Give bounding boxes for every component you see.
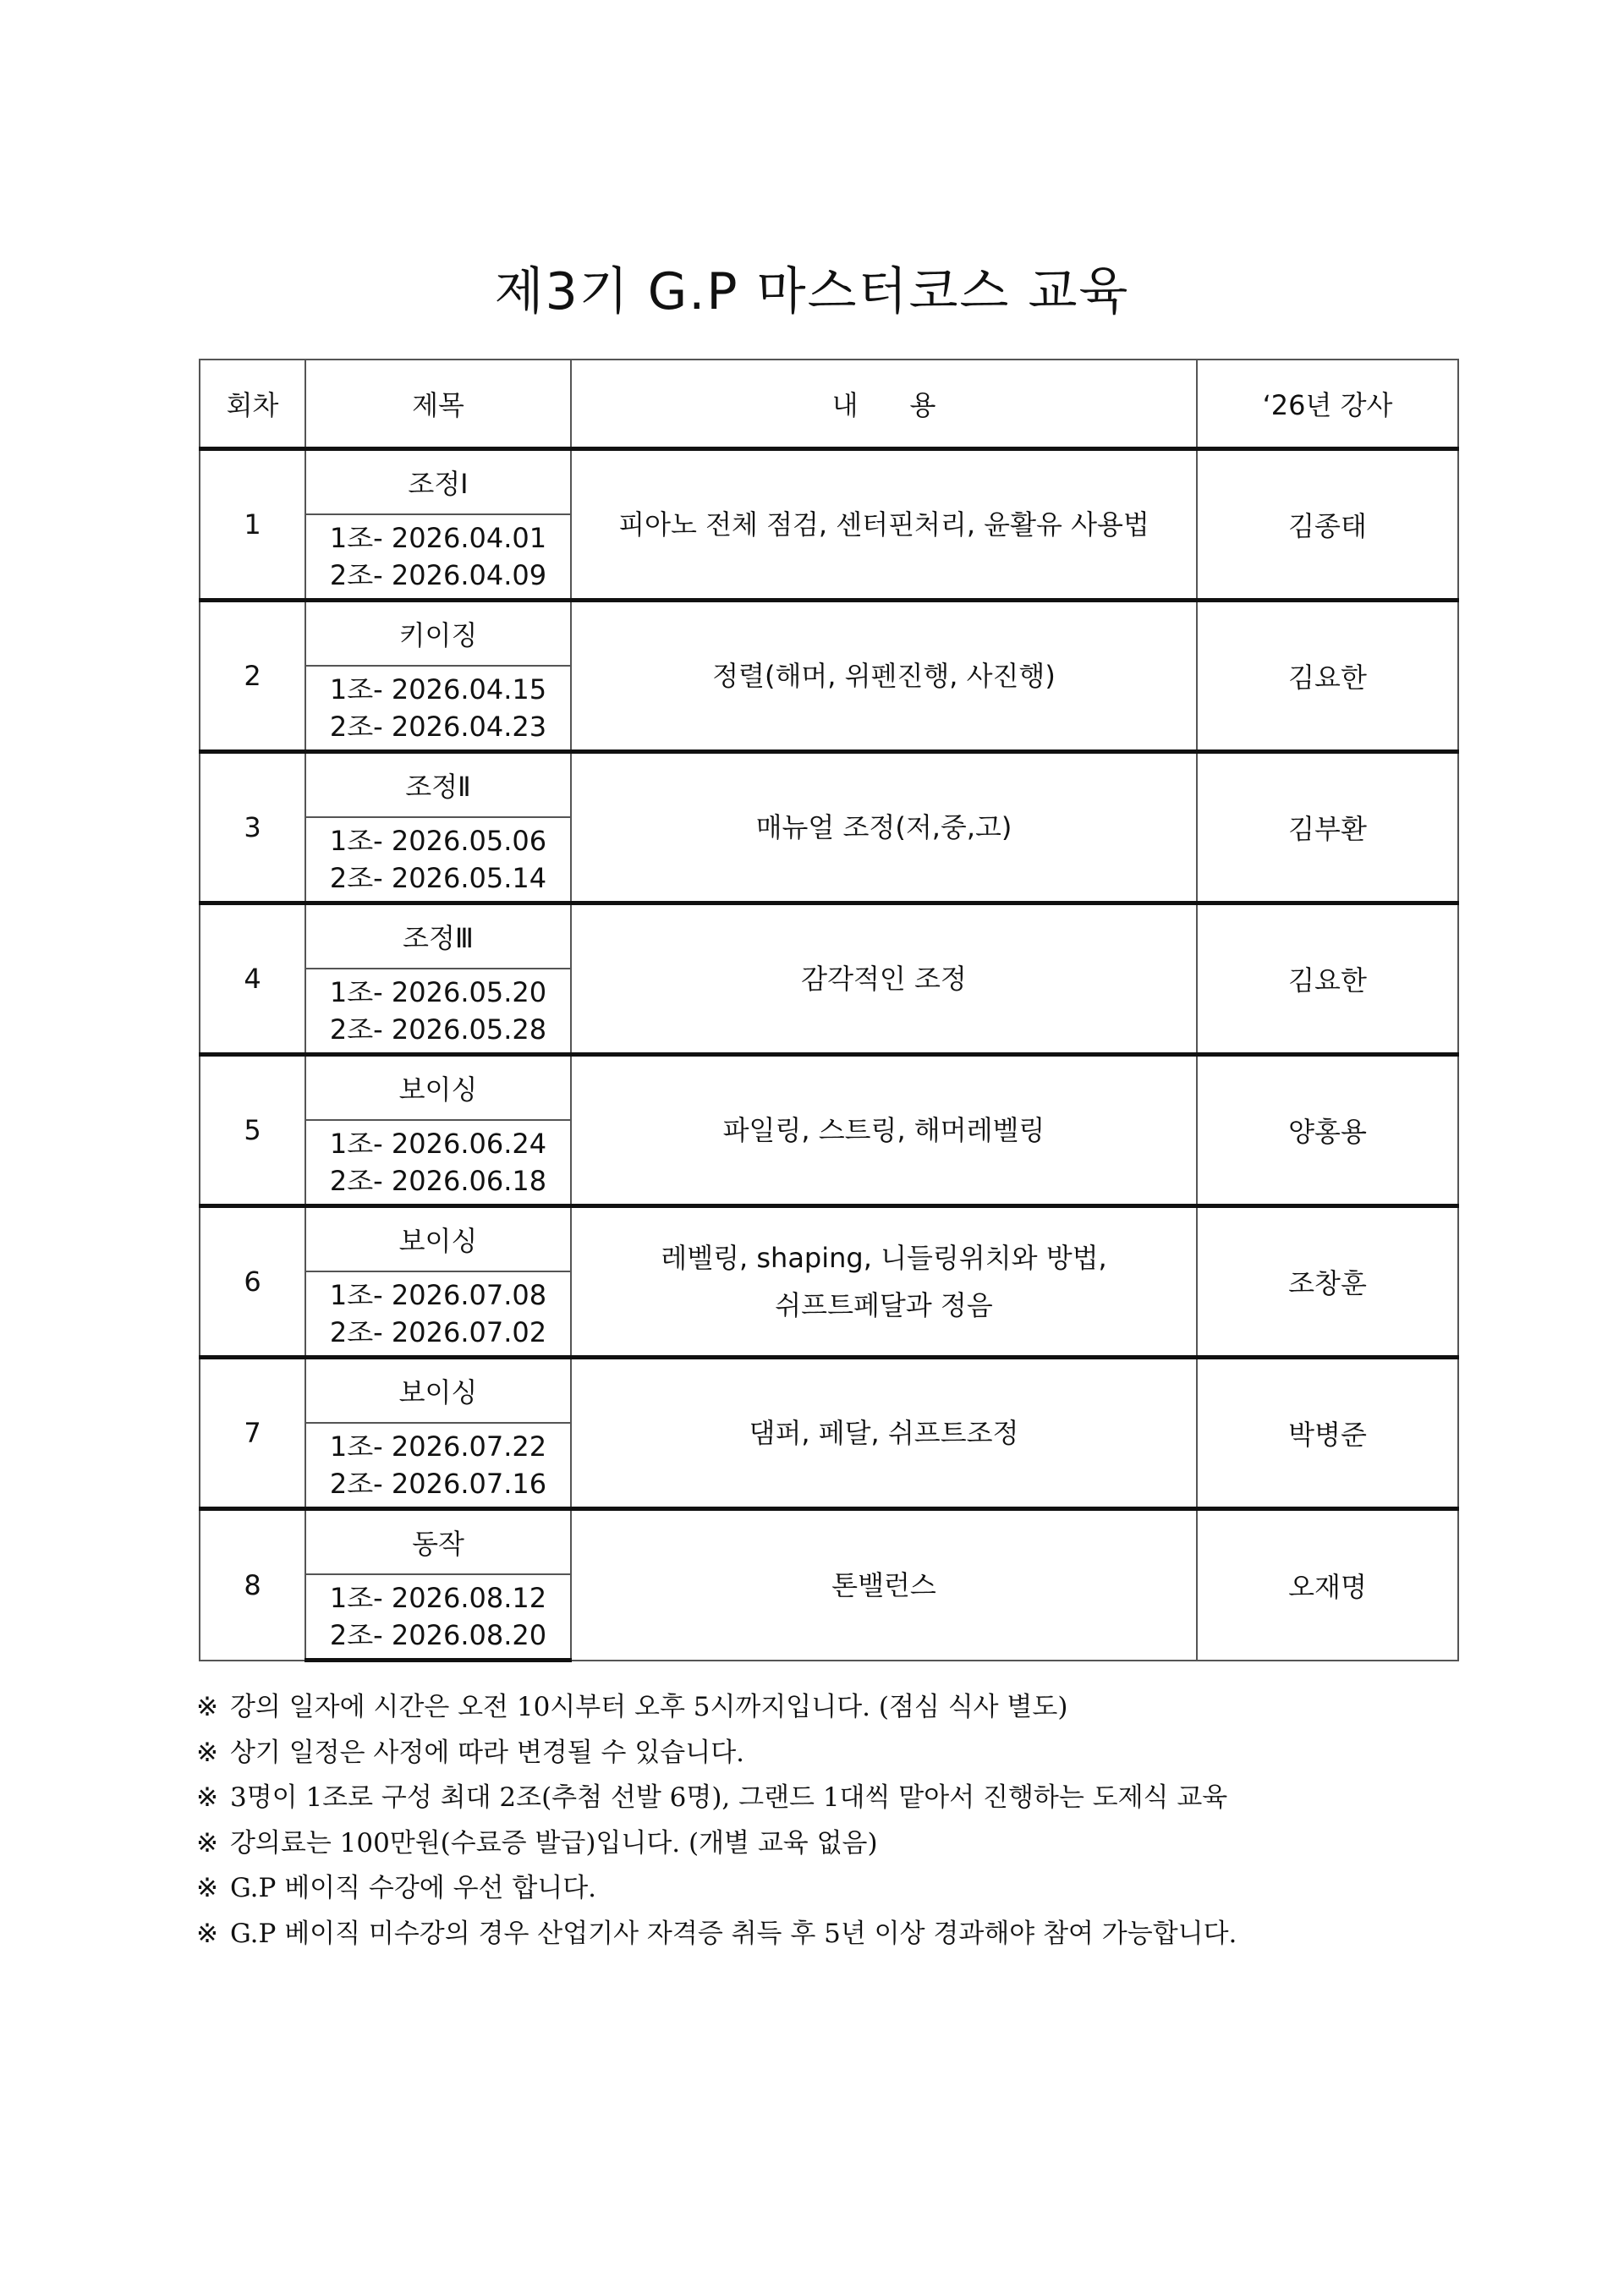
table-body	[200, 449, 1458, 1661]
note-text: G.P 베이직 미수강의 경우 산업기사 자격증 취득 후 5년 이상 경과해야 참여 가능합니다.	[229, 1918, 1237, 1949]
table-row	[200, 1055, 1458, 1121]
session-dates	[305, 666, 571, 752]
session-title: 키이징	[305, 601, 571, 667]
content-line: 정렬(해머, 위펜진행, 사진행)	[712, 660, 1056, 692]
session-title: 조정Ⅲ	[305, 903, 571, 969]
group-date: 1조- 2026.04.15	[329, 673, 547, 706]
instructor-name: 양홍용	[1197, 1055, 1458, 1206]
session-dates	[305, 1574, 571, 1661]
header-subject: 제목	[305, 360, 571, 449]
note-item	[196, 1821, 1465, 1867]
group-date: 1조- 2026.08.12	[329, 1582, 547, 1614]
content-line: 감각적인 조정	[801, 963, 967, 995]
session-content	[571, 752, 1197, 903]
note-item	[196, 1731, 1465, 1776]
header-instructor: ‘26년 강사	[1197, 360, 1458, 449]
instructor-name: 김요한	[1197, 903, 1458, 1055]
group-date: 1조- 2026.06.24	[329, 1128, 547, 1160]
note-item	[196, 1912, 1465, 1957]
course-schedule-table	[199, 359, 1459, 1662]
instructor-name: 김요한	[1197, 601, 1458, 752]
header-row	[200, 360, 1458, 449]
table-row	[200, 601, 1458, 667]
round-number: 2	[200, 601, 305, 752]
note-text: G.P 베이직 수강에 우선 합니다.	[229, 1873, 597, 1903]
session-dates	[305, 1271, 571, 1358]
note-text: 상기 일정은 사정에 따라 변경될 수 있습니다.	[229, 1737, 744, 1768]
session-title: 조정Ⅱ	[305, 752, 571, 818]
table-row	[200, 752, 1458, 818]
content-line: 레벨링, shaping, 니들링위치와 방법,	[661, 1242, 1107, 1274]
reference-mark-icon: ※	[196, 1873, 218, 1903]
content-line: 댐퍼, 페달, 쉬프트조정	[749, 1417, 1019, 1449]
round-number: 4	[200, 903, 305, 1055]
group-date: 2조- 2026.07.16	[329, 1468, 547, 1500]
content-line: 파일링, 스트링, 해머레벨링	[722, 1114, 1045, 1146]
instructor-name: 박병준	[1197, 1358, 1458, 1509]
note-text: 3명이 1조로 구성 최대 2조(추첨 선발 6명), 그랜드 1대씩 맡아서 진행하는 도제식 교육	[229, 1782, 1228, 1813]
session-content	[571, 1206, 1197, 1358]
content-line: 매뉴얼 조정(저,중,고)	[755, 811, 1012, 843]
session-content	[571, 1055, 1197, 1206]
note-item	[196, 1776, 1465, 1821]
round-number: 7	[200, 1358, 305, 1509]
session-content	[571, 601, 1197, 752]
group-date: 2조- 2026.04.09	[329, 559, 547, 591]
note-item	[196, 1866, 1465, 1912]
round-number: 8	[200, 1509, 305, 1661]
instructor-name: 오재명	[1197, 1509, 1458, 1661]
group-date: 1조- 2026.07.22	[329, 1430, 547, 1463]
table-row	[200, 1358, 1458, 1424]
group-date: 2조- 2026.07.02	[329, 1316, 547, 1348]
table-row	[200, 449, 1458, 515]
group-date: 2조- 2026.06.18	[329, 1165, 547, 1197]
round-number: 5	[200, 1055, 305, 1206]
round-number: 1	[200, 449, 305, 601]
table-row	[200, 1206, 1458, 1272]
group-date: 1조- 2026.05.06	[329, 825, 547, 857]
group-date: 2조- 2026.08.20	[329, 1619, 547, 1651]
page-title: 제3기 G.P 마스터코스 교육	[494, 262, 1130, 321]
group-date: 2조- 2026.04.23	[329, 711, 547, 743]
session-content	[571, 1509, 1197, 1661]
session-title: 보이싱	[305, 1055, 571, 1121]
table-row	[200, 903, 1458, 969]
note-text: 강의료는 100만원(수료증 발급)입니다. (개별 교육 없음)	[229, 1827, 878, 1859]
session-dates	[305, 817, 571, 903]
session-title: 보이싱	[305, 1358, 571, 1424]
content-line: 피아노 전체 점검, 센터핀처리, 윤활유 사용법	[618, 508, 1149, 541]
table-header	[200, 360, 1458, 449]
reference-mark-icon: ※	[196, 1918, 218, 1949]
session-content	[571, 903, 1197, 1055]
session-content	[571, 449, 1197, 601]
group-date: 1조- 2026.05.20	[329, 976, 547, 1008]
instructor-name: 김부환	[1197, 752, 1458, 903]
instructor-name: 조창훈	[1197, 1206, 1458, 1358]
content-line: 쉬프트페달과 정음	[775, 1289, 993, 1321]
session-dates	[305, 1423, 571, 1509]
session-dates	[305, 514, 571, 601]
session-title: 동작	[305, 1509, 571, 1575]
header-content: 내 용	[571, 360, 1197, 449]
instructor-name: 김종태	[1197, 449, 1458, 601]
round-number: 6	[200, 1206, 305, 1358]
group-date: 2조- 2026.05.28	[329, 1013, 547, 1046]
session-dates	[305, 969, 571, 1055]
content-line: 톤밸런스	[831, 1568, 936, 1601]
group-date: 1조- 2026.04.01	[329, 522, 547, 554]
note-item	[196, 1685, 1465, 1731]
session-dates	[305, 1120, 571, 1206]
group-date: 2조- 2026.05.14	[329, 862, 547, 894]
reference-mark-icon: ※	[196, 1737, 218, 1768]
table-row	[200, 1509, 1458, 1575]
header-round: 회차	[200, 360, 305, 449]
reference-mark-icon: ※	[196, 1692, 218, 1722]
session-content	[571, 1358, 1197, 1509]
reference-mark-icon: ※	[196, 1827, 218, 1859]
group-date: 1조- 2026.07.08	[329, 1279, 547, 1311]
note-text: 강의 일자에 시간은 오전 10시부터 오후 5시까지입니다. (점심 식사 별도)	[229, 1692, 1068, 1722]
session-title: 조정Ⅰ	[305, 449, 571, 515]
session-title: 보이싱	[305, 1206, 571, 1272]
reference-mark-icon: ※	[196, 1782, 218, 1813]
notes-section	[196, 1685, 1465, 1957]
round-number: 3	[200, 752, 305, 903]
